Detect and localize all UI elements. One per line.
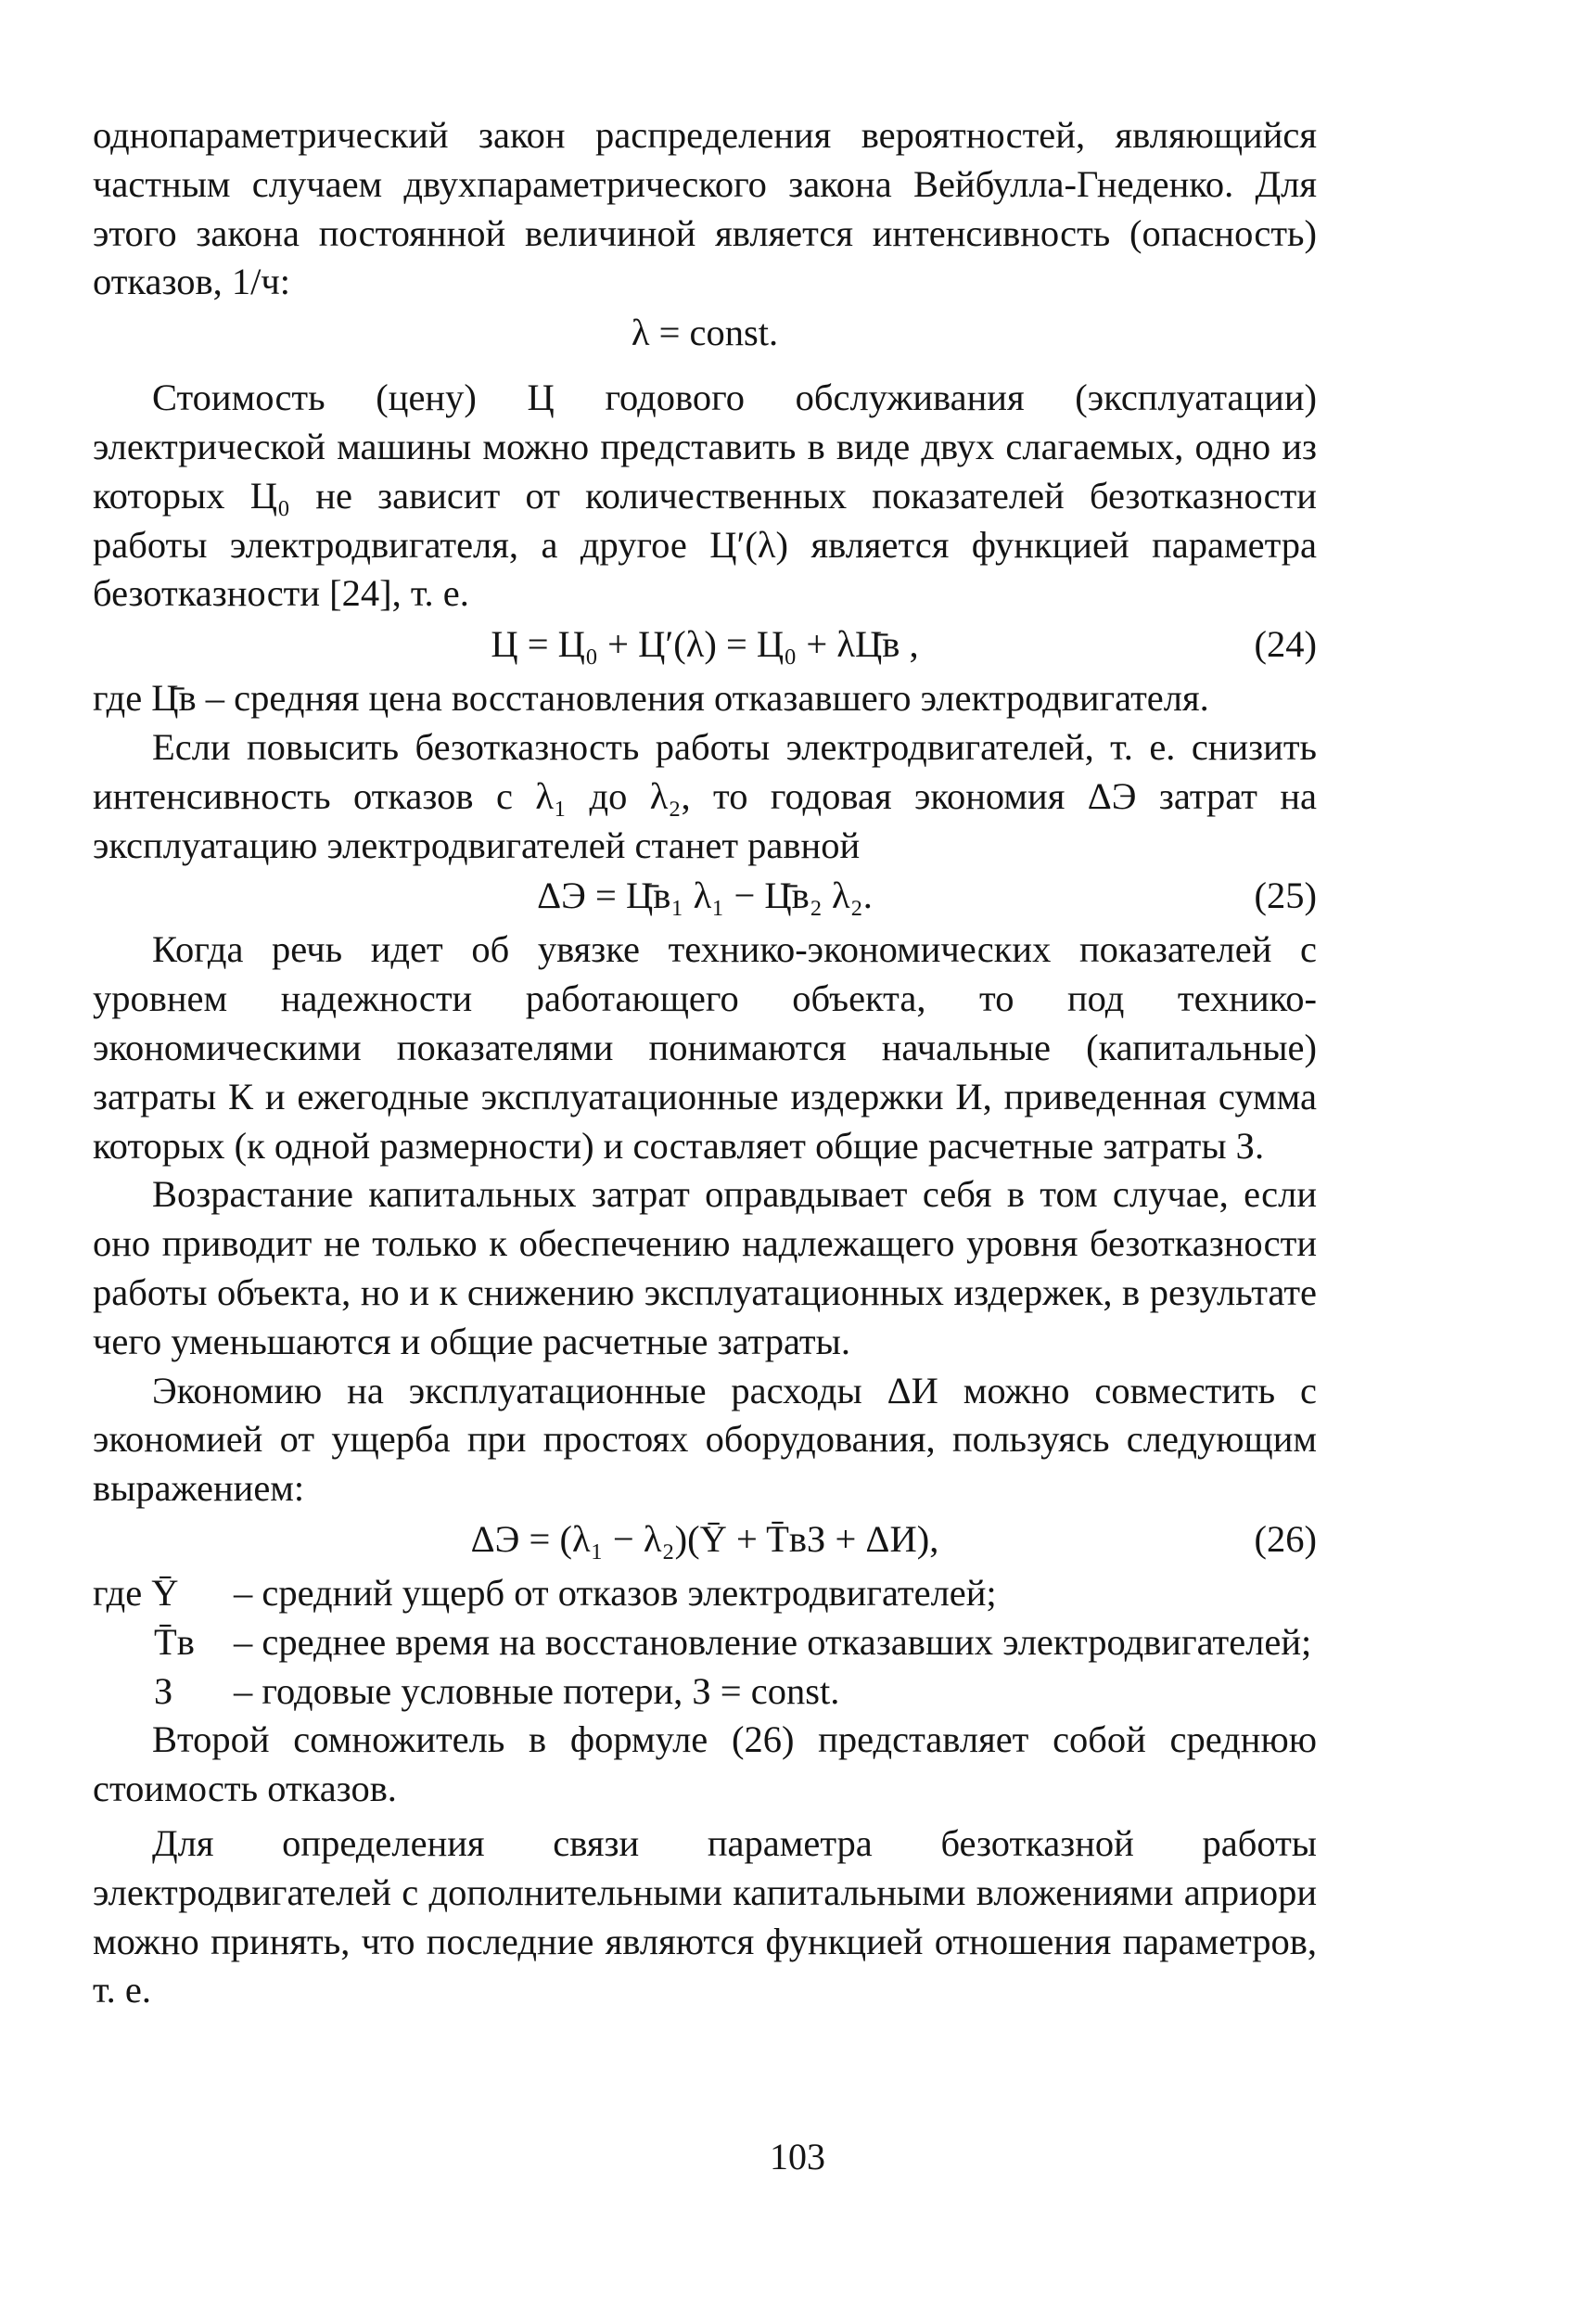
formula-number: (24): [1254, 623, 1317, 666]
formula-text: Ц = Ц₀ + Ц′(λ) = Ц₀ + λЦ̄в ,: [491, 623, 919, 666]
where-definition: – средний ущерб от отказов электродвигателей;: [234, 1571, 997, 1614]
formula-number: (26): [1254, 1517, 1317, 1560]
where-definition: – годовые условные потери, З = const.: [234, 1669, 840, 1712]
where-item: [93, 1667, 1317, 1717]
where-symbol: T̄в: [154, 1620, 195, 1663]
paragraph: Когда речь идет об увязке технико-экономических показателей с уровнем надежности работающего объекта, то под технико-экономическими показателями понимаются начальные (капитальные) затраты К и ежегодные эксплуатационные издержки И, приведенная сумма которых (к одной размерности) и составляет общие расчетные затраты З.: [93, 928, 1317, 1167]
paragraph: Возрастание капитальных затрат оправдывает себя в том случае, если оно приводит не только к обеспечению надлежащего уровня безотказности работы объекта, но и к снижению эксплуатационных издержек, в результате чего уменьшаются и общие расчетные затраты.: [93, 1173, 1317, 1362]
paragraph: где Ц̄в – средняя цена восстановления отказавшего электродвигателя.: [93, 677, 1209, 720]
where-symbol: где Ȳ: [93, 1571, 179, 1614]
paragraph: Если повысить безотказность работы электродвигателей, т. е. снизить интенсивность отказов с λ₁ до λ₂, то годовая экономия ΔЭ затрат на эксплуатацию электродвигателей станет равной: [93, 725, 1317, 866]
formula-number: (25): [1254, 875, 1317, 917]
paragraph: Для определения связи параметра безотказной работы электродвигателей с дополнительными капитальными вложениями априори можно принять, что последние являются функцией отношения параметров, т. е.: [93, 1821, 1317, 2011]
where-item: [93, 1569, 1317, 1618]
paragraph: Второй сомножитель в формуле (26) представляет собой среднюю стоимость отказов.: [93, 1718, 1317, 1810]
paragraph: Стоимость (цену) Ц годового обслуживания (эксплуатации) электрической машины можно представить в виде двух слагаемых, одно из которых Ц₀ не зависит от количественных показателей безотказности работы электродвигателя, а другое Ц′(λ) является функцией параметра безотказности [24], т. е.: [93, 377, 1317, 615]
formula-text: ΔЭ = Ц̄в₁ λ₁ − Ц̄в₂ λ₂.: [537, 875, 873, 917]
page-text: [93, 111, 1317, 2015]
where-item: [93, 1618, 1317, 1667]
formula-25: [93, 872, 1317, 924]
formula-lambda-const: [93, 309, 1317, 361]
formula-24: [93, 620, 1317, 672]
where-definition: – среднее время на восстановление отказавших электродвигателей;: [234, 1620, 1312, 1663]
paragraph: однопараметрический закон распределения вероятностей, являющийся частным случаем двухпараметрического закона Вейбулла-Гнеденко. Для этого закона постоянной величиной является интенсивность (опасность) отказов, 1/ч:: [93, 114, 1317, 303]
where-symbol: З: [154, 1669, 173, 1712]
page-number: 103: [770, 2136, 825, 2177]
formula-26: [93, 1515, 1317, 1567]
formula-text: λ = const.: [631, 312, 779, 354]
paragraph: Экономию на эксплуатационные расходы ΔИ можно совместить с экономией от ущерба при простоях оборудования, пользуясь следующим выражением:: [93, 1369, 1317, 1510]
formula-text: ΔЭ = (λ₁ − λ₂)(Ȳ + T̄вЗ + ΔИ),: [470, 1517, 939, 1560]
